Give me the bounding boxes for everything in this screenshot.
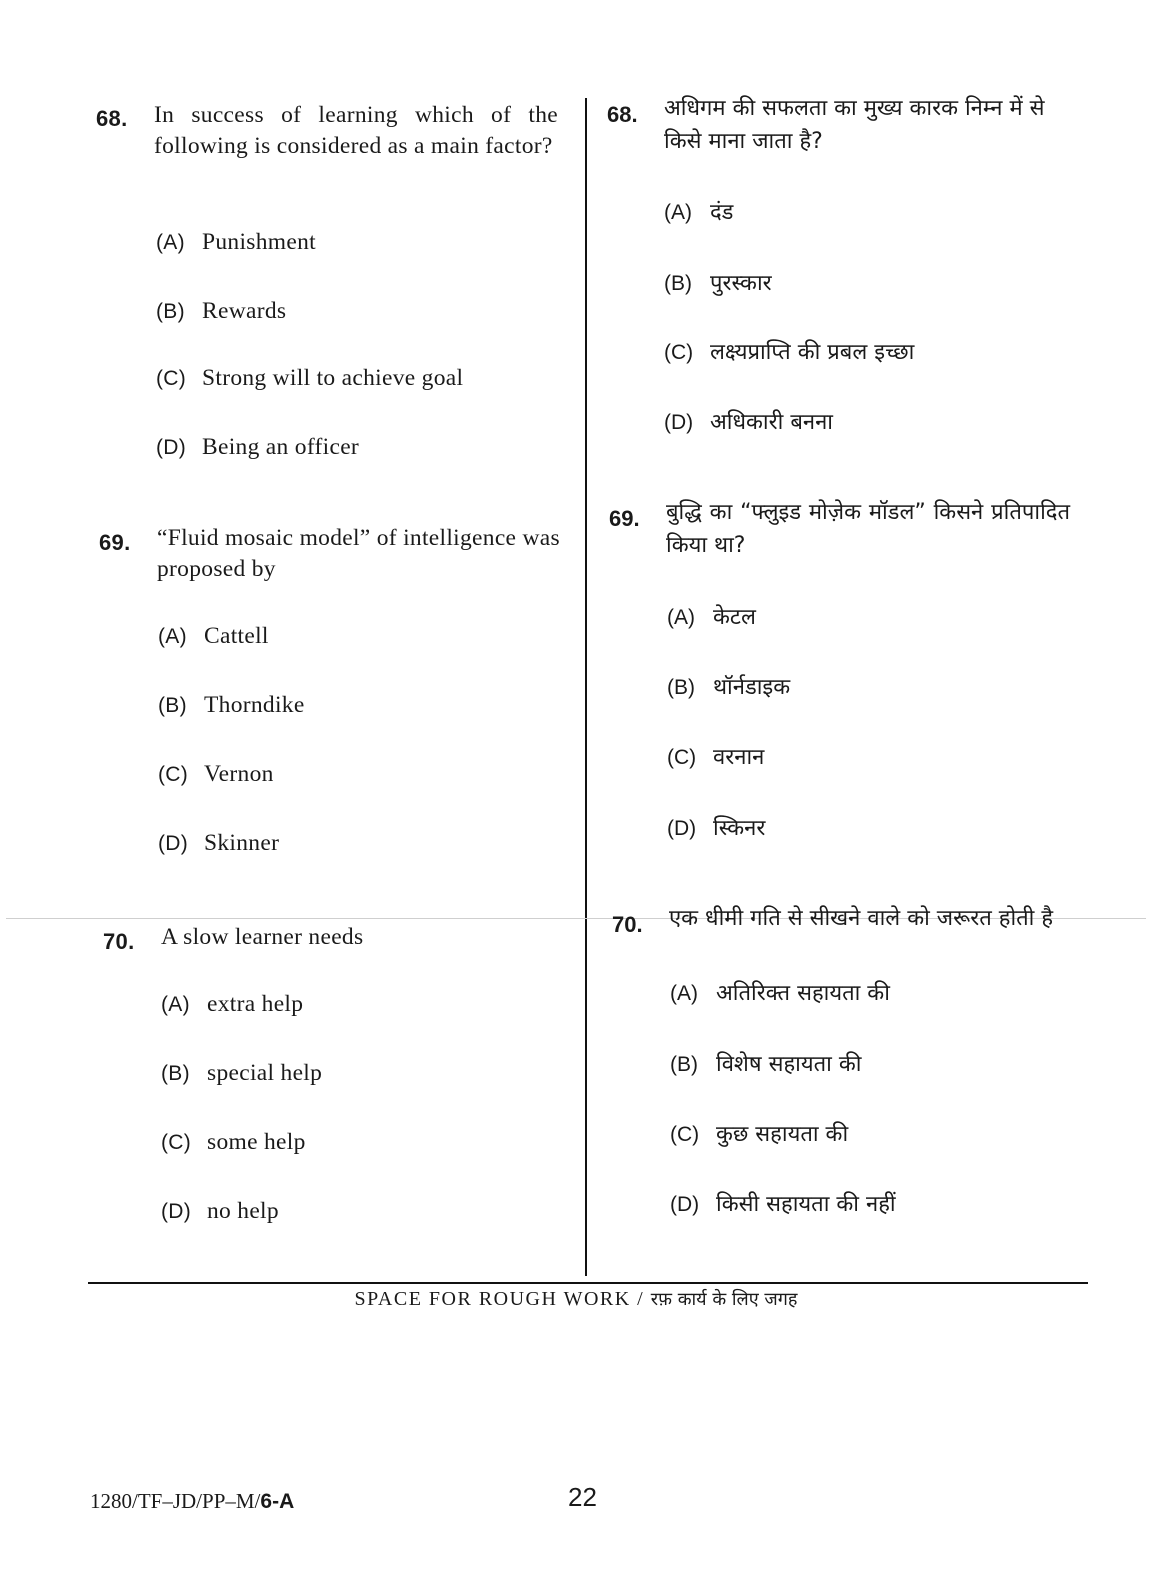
option-label: (B)	[161, 1062, 190, 1085]
option-label: (B)	[664, 272, 692, 295]
option-text: अधिकारी बनना	[710, 410, 833, 435]
option-text: थॉर्नडाइक	[713, 675, 791, 700]
option-text: केटल	[713, 605, 756, 630]
option-text: किसी सहायता की नहीं	[716, 1192, 896, 1217]
option-a	[161, 991, 303, 1018]
option-c	[670, 1118, 848, 1148]
option-label: (A)	[161, 993, 190, 1016]
option-b	[670, 1048, 861, 1078]
option-label: (C)	[158, 763, 189, 786]
question-text: A slow learner needs	[161, 924, 364, 950]
question-number: 70.	[103, 929, 135, 954]
option-text: Vernon	[204, 761, 274, 787]
option-label: (C)	[667, 746, 697, 769]
option-label: (B)	[158, 694, 187, 717]
question-text: एक धीमी गति से सीखने वाले को जरूरत होती है	[669, 906, 1054, 931]
option-text: वरनान	[713, 745, 765, 770]
option-text: Cattell	[204, 623, 269, 649]
option-d	[670, 1188, 896, 1218]
option-text: स्किनर	[713, 816, 766, 841]
option-text: Skinner	[204, 830, 280, 856]
option-text: Being an officer	[202, 434, 360, 460]
option-a	[158, 623, 269, 650]
option-a	[664, 196, 733, 226]
option-label: (C)	[670, 1123, 700, 1146]
option-text: अतिरिक्त सहायता की	[716, 981, 890, 1006]
question-number: 69.	[609, 506, 640, 531]
option-label: (D)	[161, 1200, 192, 1223]
bottom-rule	[88, 1282, 1088, 1284]
option-label: (A)	[158, 625, 187, 648]
option-d	[161, 1198, 279, 1225]
option-label: (B)	[670, 1053, 698, 1076]
option-a	[667, 601, 756, 631]
option-text: extra help	[207, 991, 304, 1017]
option-text: special help	[207, 1060, 323, 1086]
column-divider	[585, 98, 587, 1276]
question-number: 68.	[96, 106, 128, 131]
option-label: (A)	[664, 201, 692, 224]
option-d	[667, 812, 765, 842]
question-text: अधिगम की सफलता का मुख्य कारक निम्न में से किसे माना जाता है?	[664, 96, 1045, 154]
option-text: Thorndike	[204, 692, 305, 718]
option-label: (A)	[667, 606, 695, 629]
paper-code-set: 6-A	[260, 1490, 295, 1513]
option-text: Strong will to achieve goal	[202, 365, 464, 391]
option-b	[667, 671, 790, 701]
question-text: बुद्धि का “फ्लुइड मोज़ेक मॉडल” किसने प्रतिपादित किया था?	[666, 500, 1070, 558]
option-a	[670, 977, 890, 1007]
question-number: 70.	[612, 912, 643, 937]
rough-work-en: SPACE FOR ROUGH WORK	[354, 1288, 631, 1310]
question-number: 68.	[607, 102, 638, 127]
option-label: (D)	[158, 832, 189, 855]
paper-code-prefix: 1280/TF–JD/PP–M/	[90, 1489, 261, 1513]
option-b	[161, 1060, 322, 1087]
option-a	[156, 229, 316, 256]
option-c	[158, 761, 274, 788]
option-text: विशेष सहायता की	[716, 1052, 862, 1077]
option-b	[158, 692, 305, 719]
option-text: Rewards	[202, 298, 287, 324]
option-label: (C)	[156, 367, 187, 390]
option-b	[664, 267, 772, 297]
option-label: (B)	[667, 676, 695, 699]
option-text: लक्ष्यप्राप्ति की प्रबल इच्छा	[710, 340, 915, 365]
option-text: some help	[207, 1129, 306, 1155]
option-d	[158, 830, 279, 857]
question-text: In success of learning which of the following is considered as a main factor?	[154, 102, 558, 159]
option-text: Punishment	[202, 229, 316, 255]
option-c	[161, 1129, 306, 1156]
option-label: (C)	[664, 341, 694, 364]
option-d	[156, 434, 359, 461]
option-label: (B)	[156, 300, 185, 323]
option-label: (A)	[670, 982, 698, 1005]
option-text: दंड	[710, 200, 734, 225]
option-label: (D)	[664, 411, 694, 434]
rough-work-hi: रफ़ कार्य के लिए जगह	[650, 1289, 798, 1310]
option-label: (D)	[670, 1193, 700, 1216]
rough-work-label	[0, 1287, 1152, 1311]
option-c	[156, 365, 463, 392]
option-label: (A)	[156, 231, 185, 254]
option-label: (D)	[667, 817, 697, 840]
option-c	[667, 741, 764, 771]
question-text: “Fluid mosaic model” of intelligence was proposed by	[157, 525, 560, 582]
option-label: (D)	[156, 436, 187, 459]
question-number: 69.	[99, 530, 131, 555]
option-c	[664, 336, 914, 366]
option-text: कुछ सहायता की	[716, 1122, 849, 1147]
paper-code	[90, 1489, 294, 1514]
rough-work-separator: /	[637, 1288, 645, 1310]
option-b	[156, 298, 286, 325]
page-number: 22	[568, 1482, 597, 1512]
option-d	[664, 406, 833, 436]
option-label: (C)	[161, 1131, 192, 1154]
option-text: पुरस्कार	[710, 271, 772, 296]
option-text: no help	[207, 1198, 279, 1224]
